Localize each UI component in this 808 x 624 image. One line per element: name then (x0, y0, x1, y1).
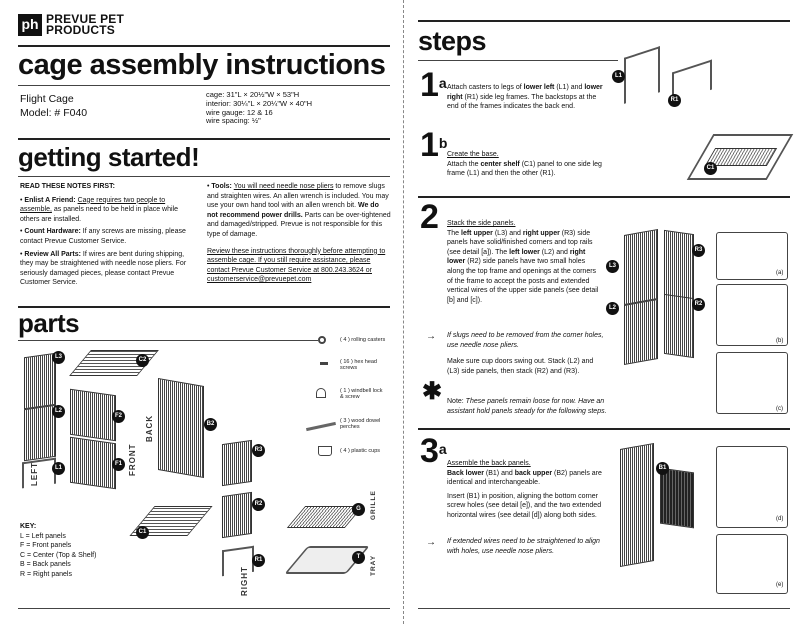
divider (418, 428, 790, 430)
text-bold: right upper (522, 229, 560, 237)
text: (L3) and (492, 229, 523, 237)
dowel-icon (306, 422, 336, 431)
callout-c1: C1 (704, 162, 717, 175)
caster-icon (318, 336, 326, 344)
panel-r3-stack (664, 230, 694, 304)
step-3a-text (447, 459, 607, 521)
note-label: Review All Parts: (24, 250, 81, 258)
step-sup: a (438, 75, 447, 91)
note-label: Note: (447, 398, 464, 405)
key-item: L = Left panels (20, 532, 66, 540)
panel-l3-stack (624, 229, 658, 305)
tools-warning: We do not recommend power drills. (207, 202, 379, 219)
step-2-number: 2 (420, 198, 439, 236)
callout-l1: L1 (612, 70, 625, 83)
step-2-tip: If slugs need to be removed from the corner holes, use needle nose pliers. (447, 332, 604, 349)
step-1b-number (420, 126, 448, 164)
key-legend (20, 522, 130, 580)
label-right: RIGHT (240, 566, 249, 596)
text-bold: left lower (509, 248, 540, 256)
spec-list (206, 91, 312, 126)
tools-label: Tools: (211, 183, 232, 190)
hardware-screws: ( 16 ) hex head screws (340, 359, 377, 371)
note-label: Count Hardware: (24, 228, 81, 236)
detail-label-e: (e) (776, 582, 784, 588)
text: (C1) panel to one side leg frame (L1) and then the other (R1). (447, 160, 602, 178)
note-enlist: • Enlist A Friend: Cage requires two people to assemble, as panels need to be held in place while others are installed. (20, 196, 178, 223)
label-tray: TRAY (370, 554, 377, 576)
arrow-icon: → (426, 331, 436, 342)
panel-r2-stack (664, 294, 694, 358)
tools-link: You will need needle nose pliers (233, 183, 334, 190)
step-title: Assemble the back panels. (447, 460, 531, 467)
spec-spacing: wire spacing: ½" (206, 116, 261, 126)
label-grille: GRILLE (370, 490, 377, 520)
side-stack-left (620, 443, 654, 567)
text-bold: Back lower (447, 469, 484, 477)
divider (418, 60, 618, 61)
step-sup: a (438, 441, 447, 457)
note-text: as panels need to be held in place while others are installed. (20, 206, 178, 223)
badge-r1: R1 (252, 554, 265, 567)
detail-c (716, 352, 788, 414)
leg-frame-l1 (624, 46, 660, 104)
text: (B2) panels are identical and interchangeable. (447, 469, 602, 487)
arrow-icon: → (426, 537, 436, 548)
badge-tray: T (352, 551, 365, 564)
detail-label-b: (b) (776, 338, 784, 344)
callout-r3: R3 (692, 244, 705, 257)
text: Attach casters to legs of (447, 84, 524, 91)
panel-r3 (222, 440, 252, 486)
divider (18, 45, 390, 47)
badge-l2: L2 (52, 405, 65, 418)
divider (18, 176, 390, 177)
note-review: • Review All Parts: If wires are bent during shipping, they may be straightened with needle nose pliers. For seriously damaged pieces, please contact Prevue Customer Service. (20, 250, 187, 287)
note-asterisk-icon: ✱ (422, 378, 443, 405)
spec-dimensions: cage: 31"L × 20½"W × 53"H (206, 90, 300, 99)
divider (418, 608, 790, 609)
label-left: LEFT (30, 462, 39, 486)
callout-l3: L3 (606, 260, 619, 273)
panel-l2 (24, 405, 56, 461)
text: (R3) side panels have solid/finished corners and top rails (see detail [a]). The (447, 229, 593, 256)
divider (18, 340, 318, 341)
product-info (20, 92, 87, 120)
text: (B1) and (483, 469, 515, 477)
hardware-casters: ( 4 ) rolling casters (340, 337, 386, 343)
text: (R2) side panels have two small holes along the top frame and openings at the corners of the frame to accept the posts and extended vertical wires of the upper side panels (see detail [b] and [c]). (447, 258, 599, 304)
panel-f2 (70, 389, 116, 441)
detail-label-d: (d) (776, 516, 784, 522)
badge-c1: C1 (136, 526, 149, 539)
callout-b1: B1 (656, 462, 669, 475)
text-bold: back upper (514, 469, 553, 477)
tools-column (207, 182, 391, 285)
step-3a-tip: If extended wires need to be straightened to align with holes, use needle nose pliers. (447, 538, 600, 555)
note-count: • Count Hardware: If any screws are missing, please contact Prevue Customer Service. (20, 228, 186, 245)
step-num: 1 (420, 66, 439, 104)
tools-note: • Tools: You will need needle nose pliers to remove slugs and straighten wires. An allen wrench is included. You may use your own hand tool with an allen wrench bit. We do not recommend power drills. Parts can be over-tightened and damaged/stripped. Prevue is not responsible for this type of damage. (207, 183, 391, 238)
detail-label-c: (c) (776, 406, 783, 412)
badge-r3: R3 (252, 444, 265, 457)
divider (18, 85, 390, 86)
step-title: Create the base. (447, 151, 499, 158)
review-contact[interactable]: Review these instructions thoroughly before attempting to assemble cage. If you still require assistance, please contact Prevue Customer Service at 800.243.3624 or customerservice@prevuepet.com (207, 247, 386, 284)
badge-b2: B2 (204, 418, 217, 431)
step-num: 3 (420, 432, 439, 470)
detail-label-a: (a) (776, 270, 784, 276)
badge-f1: F1 (112, 458, 125, 471)
note-label: Enlist A Friend: (24, 196, 76, 204)
brand-logo-mark: ph (18, 14, 42, 36)
text-bold: lower left (523, 84, 555, 91)
brand-name-line1: PREVUE PET (46, 12, 125, 26)
tools-text: Parts can be over-tightened and damaged/stripped. Prevue is not responsible for this type of damage. (207, 211, 391, 238)
panel-r2 (222, 492, 252, 538)
panel-l2-stack (624, 299, 658, 365)
note-text: If any screws are missing, please contact Prevue Customer Service. (20, 228, 186, 245)
callout-r2: R2 (692, 298, 705, 311)
key-item: B = Back panels (20, 561, 71, 569)
detail-b (716, 284, 788, 346)
step-2-stack: Make sure cup doors swing out. Stack (L2) and (L3) side panels, then stack (R2) and (R3). (447, 358, 594, 375)
note-text: These panels remain loose for now. Have an assistant hold panels steady for the following steps. (447, 398, 607, 415)
divider (418, 20, 790, 22)
note-link: Cage requires two people to assemble, (20, 196, 166, 214)
cup-icon (318, 446, 332, 456)
divider (18, 138, 390, 140)
text: (R1) side leg frames. The backstops at the end of the frames indicates the back end. (447, 93, 597, 111)
text: Attach the (447, 160, 481, 168)
step-2-text (447, 219, 602, 305)
label-back: BACK (145, 414, 154, 442)
text-bold: lower right (447, 84, 603, 101)
product-name: Flight Cage (20, 93, 74, 105)
back-panel-b1 (660, 468, 694, 529)
text-bold: center shelf (480, 160, 520, 168)
lock-icon (316, 388, 326, 398)
text-bold: right lower (447, 248, 586, 266)
step-3a-number (420, 432, 447, 470)
text: The (447, 229, 462, 237)
badge-l3: L3 (52, 351, 65, 364)
step-2-note (447, 397, 607, 416)
divider (418, 196, 790, 198)
panel-l1 (22, 458, 56, 489)
step-3a-insert: Insert (B1) in position, aligning the bottom corner screw holes (see detail [e]), and the two extended horizontal wires (see detail [d]) along both sides. (447, 492, 602, 519)
notes-column (20, 182, 198, 288)
text-bold: left upper (461, 229, 493, 237)
tools-text: to remove slugs and straighten wires. An allen wrench is included. You may use your own hand tool with an allen wrench bit. (207, 183, 389, 210)
page-title: cage assembly instructions (18, 49, 386, 81)
read-first-label: READ THESE NOTES FIRST: (20, 183, 115, 190)
key-item: R = Right panels (20, 570, 72, 578)
key-item: F = Front panels (20, 542, 72, 550)
steps-heading: steps (418, 26, 487, 56)
spec-interior: interior: 30¼"L × 20¼"W × 40"H (206, 98, 313, 108)
hardware-lock: ( 1 ) windbell lock & screw (340, 388, 383, 400)
page-fold (403, 0, 404, 624)
text: (L2) and (539, 248, 570, 256)
divider (18, 608, 390, 609)
screw-icon (320, 362, 328, 365)
panel-f1 (70, 437, 116, 489)
badge-c2: C2 (136, 354, 149, 367)
note-text: If wires are bent during shipping, they may be straightened with needle nose pliers. For seriously damaged pieces, please contact Prevue Customer Service. (20, 250, 187, 287)
step-num: 1 (420, 126, 439, 164)
key-item: C = Center (Top & Shelf) (20, 551, 97, 559)
callout-r1: R1 (668, 94, 681, 107)
step-title: Stack the side panels. (447, 220, 516, 227)
brand-name-line2: PRODUCTS (46, 23, 115, 37)
panel-b2 (158, 378, 204, 478)
parts-heading: parts (18, 308, 80, 338)
badge-l1: L1 (52, 462, 65, 475)
hardware-dowels: ( 3 ) wood dowel perches (340, 418, 381, 430)
badge-grille: G (352, 503, 365, 516)
getting-started-heading: getting started! (18, 142, 200, 172)
step-sup: b (438, 135, 448, 151)
center-shelf (705, 148, 777, 166)
label-front: FRONT (128, 443, 137, 476)
key-title: KEY: (20, 523, 37, 530)
hardware-cups: ( 4 ) plastic cups (340, 448, 381, 454)
step-1a-number (420, 66, 447, 104)
text: (L1) and (554, 84, 585, 91)
badge-f2: F2 (112, 410, 125, 423)
step-1a-text (447, 83, 607, 112)
product-model: Model: # F040 (20, 107, 88, 119)
panel-r1 (222, 546, 254, 576)
step-1b-text (447, 150, 617, 179)
brand-name (46, 14, 136, 36)
callout-l2: L2 (606, 302, 619, 315)
spec-gauge: wire gauge: 12 & 16 (206, 107, 273, 117)
panel-l3 (24, 353, 56, 409)
badge-r2: R2 (252, 498, 265, 511)
